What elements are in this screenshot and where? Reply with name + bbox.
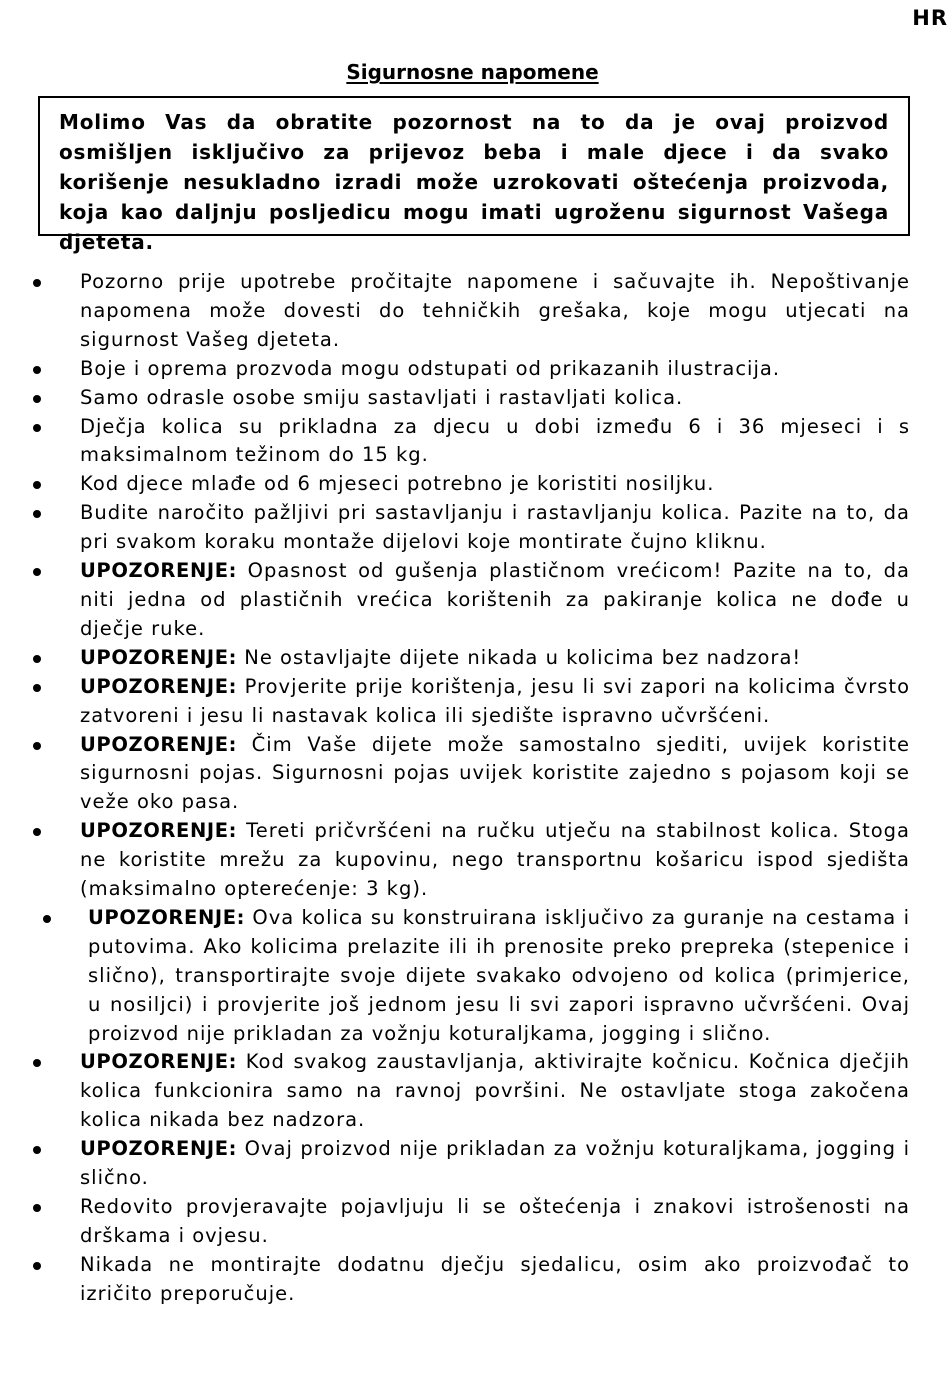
safety-rule — [0, 470, 910, 499]
bullet-icon — [43, 915, 51, 923]
bullet-icon — [33, 481, 41, 489]
bullet-icon — [33, 424, 41, 432]
rule-warning-label: UPOZORENJE: — [80, 732, 238, 756]
rule-text: Budite naročito pažljivi pri sastavljanju i rastavljanju kolica. Pazite na to, da pri svakom koraku montaže dijelovi koje montirate čujno kliknu. — [80, 501, 910, 554]
rule-text: Samo odrasle osobe smiju sastavljati i rastavljati kolica. — [80, 385, 684, 409]
rule-text: Nikada ne montirajte dodatnu dječju sjedalicu, osim ako proizvođač to izričito preporučuje. — [80, 1252, 910, 1305]
rule-text: Tereti pričvršćeni na ručku utječu na stabilnost kolica. Stoga ne koristite mrežu za kupovinu, nego transportnu košaricu ispod sjedišta (maksimalno opterećenje: 3 kg). — [80, 819, 910, 901]
rule-text: Boje i oprema prozvoda mogu odstupati od prikazanih ilustracija. — [80, 356, 781, 380]
safety-notice-box — [38, 96, 910, 254]
rule-text: Pozorno prije upotrebe pročitajte napomene i sačuvajte ih. Nepoštivanje napomena može dovesti do tehničkih grešaka, koje mogu utjecati na sigurnost Vašeg djeteta. — [80, 270, 910, 351]
rule-text: Dječja kolica su prikladna za djecu u dobi između 6 i 36 mjeseci i s maksimalnom težinom do 15 kg. — [80, 414, 910, 467]
safety-rule — [0, 384, 910, 413]
page-title: Sigurnosne napomene — [346, 60, 599, 84]
language-code: HR — [912, 6, 948, 30]
rule-warning-label: UPOZORENJE: — [80, 1137, 238, 1161]
bullet-icon — [33, 828, 41, 836]
rule-text: Kod djece mlađe od 6 mjeseci potrebno je koristiti nosiljku. — [80, 472, 715, 496]
rule-text: Provjerite prije korištenja, jesu li svi zapori na kolicima čvrsto zatvoreni i jesu li nastavak kolica ili sjedište ispravno učvršćeni. — [80, 674, 910, 727]
safety-rule — [0, 904, 910, 1049]
safety-notice-text: Molimo Vas da obratite pozornost na to da je ovaj proizvod osmišljen isključivo za prijevoz beba i male djece i da svako korišenje nesukladno izradi može uzrokovati oštećenja proizvoda, koja kao daljnju posljedicu mogu imati ugroženu sigurnost Vašega djeteta. — [59, 110, 889, 254]
rule-text: Kod svakog zaustavljanja, aktivirajte kočnicu. Kočnica dječjih kolica funkcionira samo na ravnoj površini. Ne ostavljate stoga zakočena kolica nikada bez nadzora. — [80, 1050, 910, 1132]
bullet-icon — [33, 395, 41, 403]
safety-rule — [0, 413, 910, 471]
safety-rule — [0, 644, 910, 673]
rule-text: Redovito provjeravajte pojavljuju li se oštećenja i znakovi istrošenosti na drškama i ovjesu. — [80, 1195, 910, 1247]
bullet-icon — [33, 1262, 41, 1270]
rule-warning-label: UPOZORENJE: — [88, 905, 246, 929]
rule-text: Ne ostavljajte dijete nikada u kolicima bez nadzora! — [237, 645, 802, 669]
rule-warning-label: UPOZORENJE: — [80, 1050, 238, 1074]
rule-warning-label: UPOZORENJE: — [80, 674, 238, 698]
bullet-icon — [33, 279, 41, 287]
bullet-icon — [33, 366, 41, 374]
bullet-icon — [33, 684, 41, 692]
rule-text: Ovaj proizvod nije prikladan za vožnju koturaljkama, jogging i slično. — [80, 1137, 910, 1190]
safety-rule — [0, 1048, 910, 1135]
rule-warning-label: UPOZORENJE: — [80, 559, 238, 583]
safety-rule — [0, 673, 910, 731]
safety-rule — [0, 355, 910, 384]
bullet-icon — [33, 568, 41, 576]
safety-rule — [0, 499, 910, 557]
bullet-icon — [33, 1204, 41, 1212]
safety-rule — [0, 1193, 910, 1251]
safety-rules-list — [0, 268, 950, 1309]
bullet-icon — [33, 510, 41, 518]
bullet-icon — [33, 1146, 41, 1154]
rule-warning-label: UPOZORENJE: — [80, 645, 238, 669]
rule-text: Opasnost od gušenja plastičnom vrećicom! Pazite na to, da niti jedna od plastičnih vrećica korištenih za pakiranje kolica ne dođe u dječje ruke. — [80, 559, 910, 640]
bullet-icon — [33, 655, 41, 663]
bullet-icon — [33, 1059, 41, 1067]
bullet-icon — [33, 742, 41, 750]
safety-rule — [0, 268, 910, 355]
safety-rule — [0, 1251, 910, 1309]
rule-warning-label: UPOZORENJE: — [80, 819, 238, 843]
safety-rule — [0, 817, 910, 904]
rule-text: Čim Vaše dijete može samostalno sjediti, uvijek koristite sigurnosni pojas. Sigurnosni pojas uvijek koristite zajedno s pojasom koji se veže oko pasa. — [80, 732, 910, 814]
rule-text: Ova kolica su konstruirana isključivo za guranje na cestama i putovima. Ako kolicima prelazite ili ih prenosite preko prepreka (stepenice i slično), transportirajte svoje dijete svakako odvojeno od kolica (primjerice, u nosiljci) i provjerite još jednom jesu li svi zapori ispravno učvršćeni. Ovaj proizvod nije prikladan za vožnju koturaljkama, jogging i slično. — [88, 905, 910, 1045]
safety-rule — [0, 1135, 910, 1193]
safety-rule — [0, 731, 910, 818]
safety-rule — [0, 557, 910, 644]
